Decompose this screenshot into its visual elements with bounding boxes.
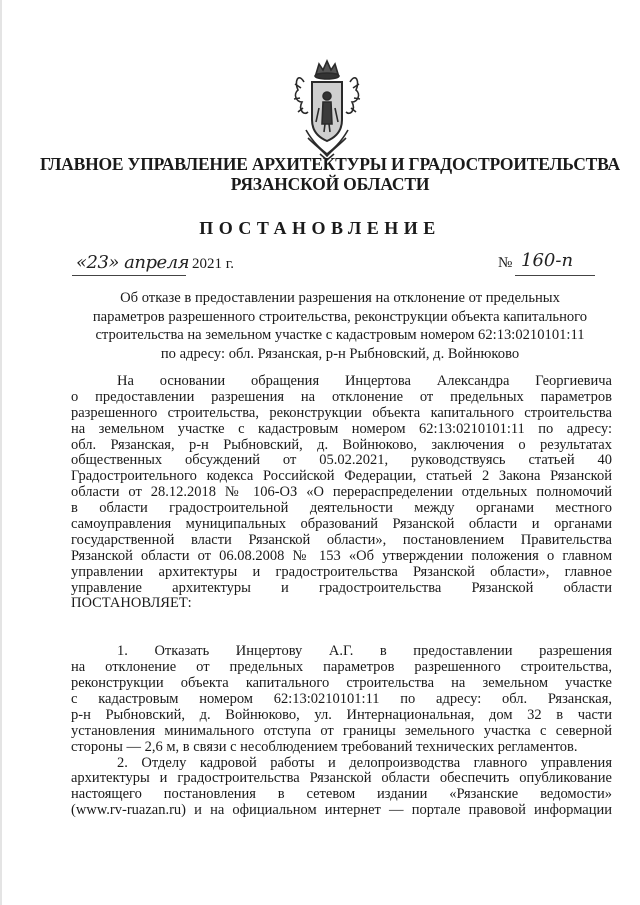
date-underline [72,275,186,276]
subject-line: Об отказе в предоставлении разрешения на отклонение от предельных [120,290,560,306]
text-line: На основании обращения Инцертова Александра Георгиевича [117,374,612,389]
organization-name-line-2: РЯЗАНСКОЙ ОБЛАСТИ [230,174,430,194]
text-line: на отклонение от предельных параметров разрешенного строительства, [71,660,612,676]
text-line: 1. Отказать Инцертову А.Г. в предоставлении разрешения [117,644,612,660]
text-line: самоуправления муниципальных образований Рязанской области и органами [71,517,612,533]
text-line: с кадастровым номером 62:13:0210101:11 по адресу: обл. Рязанская, [71,692,612,708]
text-line: Градостроительного кодекса Российской Федерации, статьей 2 Закона Рязанской [71,469,612,485]
subject-line: параметров разрешенного строительства, реконструкции объекта капитального [92,308,588,325]
number-underline [515,275,595,276]
preamble-paragraph [71,374,612,612]
document-body [71,374,612,819]
text-line: в области градостроительной деятельности между органами местного [71,501,612,517]
text-line: разрешенного строительства, реконструкции объекта капитального строительства [71,405,612,421]
text-line: архитектуры и градостроительства Рязанской области обеспечить опубликование [71,771,612,787]
text-line: общественных обсуждений от 05.02.2021, руководствуясь статьей 40 [71,453,612,469]
organization-name-line-1: ГЛАВНОЕ УПРАВЛЕНИЕ АРХИТЕКТУРЫ И ГРАДОСТРОИТЕЛЬСТВА [40,154,620,174]
document-subject [80,289,600,363]
text-line: настоящего постановления в сетевом издании «Рязанские ведомости» [71,787,612,803]
document-type-title: ПОСТАНОВЛЕНИЕ [199,218,441,238]
text-line: области от 28.12.2018 № 106-ОЗ «О перераспределении отдельных полномочий [71,485,612,501]
text-line: государственной власти Рязанской области», постановлением Правительства [71,532,612,548]
item-1-paragraph [71,644,612,755]
text-line: установления минимального отступа от границы земельного участка с северной [71,723,612,739]
handwritten-date: «23» апреля [76,252,190,273]
text-line: реконструкции объекта капитального строительства на земельном участке [71,676,612,692]
document-year: 2021 г. [192,256,234,272]
text-line: о предоставлении разрешения на отклонение от предельных параметров [71,389,612,405]
number-label: № [498,255,513,271]
text-line: р-н Рыбновский, д. Войнюково, ул. Интернациональная, дом 32 в части [71,707,612,723]
resolution-keyword: ПОСТАНОВЛЯЕТ: [71,596,192,612]
subject-line: строительства на земельном участке с кадастровым номером 62:13:0210101:11 [95,327,585,343]
text-line: управлении архитектуры и градостроительства Рязанской области», главное [71,564,612,580]
text-line: обл. Рязанская, р-н Рыбновский, д. Войнюково, заключения о результатах [71,437,612,453]
subject-line: по адресу: обл. Рязанская, р-н Рыбновский, д. Войнюково [160,345,520,362]
handwritten-number: 160-п [521,250,574,271]
scan-edge [0,0,2,905]
text-line: на земельном участке с кадастровым номером 62:13:0210101:11 по адресу: [71,421,612,437]
text-line: 2. Отделу кадровой работы и делопроизводства главного управления [117,755,612,771]
text-line: управление архитектуры и градостроительства Рязанской области [71,580,612,596]
text-line: стороны — 2,6 м, в связи с несоблюдением требований технических регламентов. [71,739,578,755]
item-2-paragraph [71,756,612,820]
coat-of-arms-icon [292,58,362,162]
text-line: (www.rv-ruazan.ru) и на официальном интернет — портале правовой информации [71,803,612,819]
text-line: Рязанской области от 06.08.2008 № 153 «Об утверждении положения о главном [71,548,612,564]
